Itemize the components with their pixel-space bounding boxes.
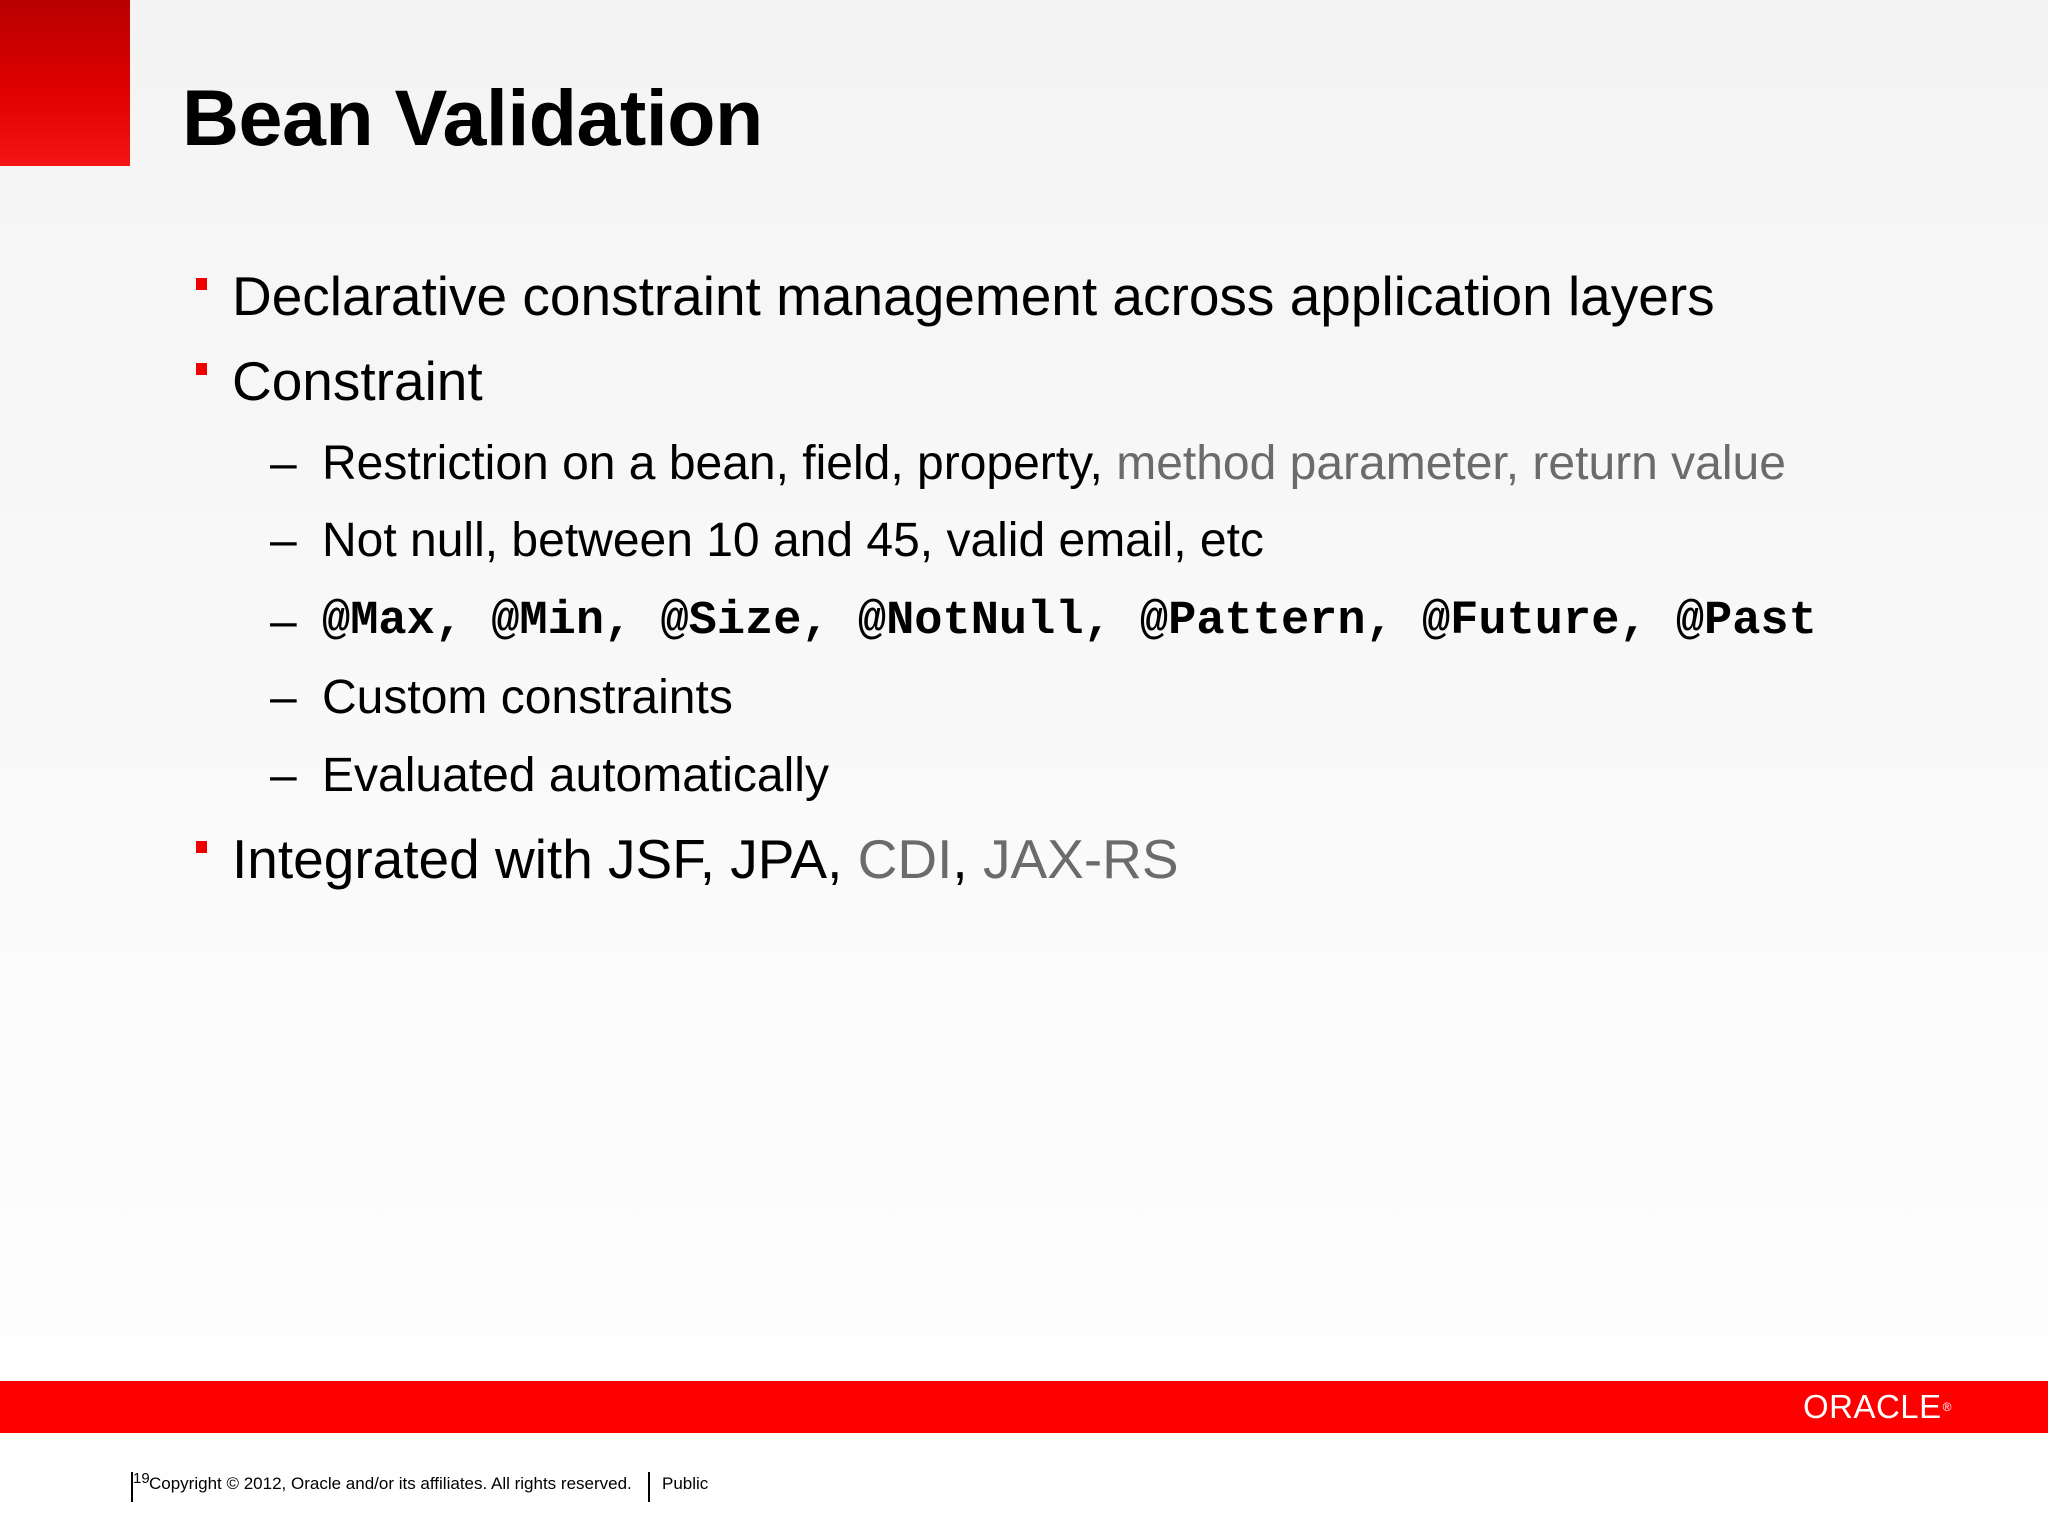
bullet-marker	[196, 363, 207, 375]
oracle-logo-text: ORACLE	[1802, 1388, 1942, 1425]
corner-accent-block	[0, 0, 130, 166]
dash-marker: –	[270, 595, 297, 648]
footer-red-bar	[0, 1381, 2048, 1433]
oracle-logo	[1803, 1389, 1952, 1425]
bullet-text	[232, 827, 1179, 891]
annotation-list-code: @Max, @Min, @Size, @NotNull, @Pattern, @Future, @Past	[322, 595, 1817, 648]
bullet-text-main: Integrated with JSF, JPA,	[232, 828, 858, 890]
dash-marker: –	[270, 749, 297, 802]
dash-marker: –	[270, 514, 297, 567]
bullet-text: Constraint	[232, 350, 483, 412]
copyright-text: Copyright © 2012, Oracle and/or its affiliates. All rights reserved.	[149, 1474, 632, 1493]
bullet-marker	[196, 278, 207, 290]
sub-bullet-text-grey: method parameter, return value	[1116, 437, 1786, 490]
registered-mark-icon: ®	[1942, 1400, 1952, 1414]
bullet-text-separator: ,	[952, 828, 983, 890]
sub-bullet-text-main: Restriction on a bean, field, property,	[322, 437, 1117, 490]
sub-bullet-text: Custom constraints	[322, 671, 733, 724]
classification-label: Public	[662, 1474, 709, 1493]
slide-title: Bean Validation	[182, 73, 763, 162]
footer-separator	[648, 1472, 650, 1502]
sub-bullet-text	[322, 434, 1786, 494]
dash-marker: –	[270, 437, 297, 490]
bullet-text-grey: CDI	[857, 828, 953, 890]
bullet-marker	[196, 841, 207, 853]
page-number: 19	[133, 1470, 150, 1487]
dash-marker: –	[270, 671, 297, 724]
bullet-text: Declarative constraint management across application layers	[232, 265, 1715, 327]
bullet-text-grey: JAX-RS	[982, 828, 1179, 890]
sub-bullet-text: Not null, between 10 and 45, valid email, etc	[322, 514, 1264, 567]
sub-bullet-text: Evaluated automatically	[322, 749, 829, 802]
footer	[0, 1462, 2048, 1502]
